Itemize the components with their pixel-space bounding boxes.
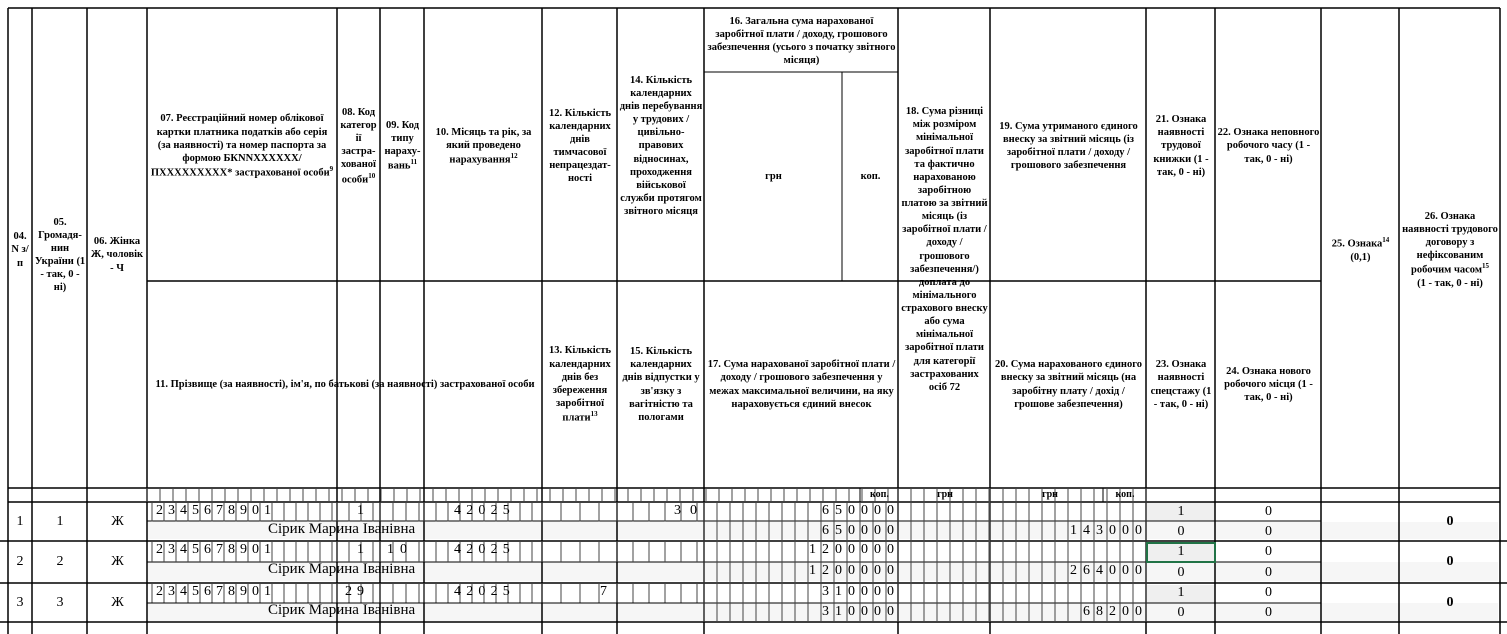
cell-17-digit: 6 [822,523,829,538]
id-digit: 0 [252,542,259,557]
cell-10-digit: 2 [466,584,474,599]
row-number: 2 [16,554,24,569]
cell-16-digit: 0 [874,584,881,599]
cell-26-nonfixed: 0 [1446,513,1454,529]
cell-17-digit: 0 [835,563,842,578]
header-16: 16. Загальна сума нарахованої заробітної плати / доходу, грошового забезпечення (усього з початку звітного місяця) [707,15,896,67]
cell-10-digit: 0 [478,584,486,599]
cell-20-digit: 2 [1070,563,1077,578]
header-09-sup: 11 [410,158,418,167]
cell-08-digit: 9 [357,584,364,599]
header-14: 14. Кількість календарних днів перебування у трудових / цивільно-правових відносинах, проходження військової служби протягом звітного місяця [619,74,703,218]
cell-20-digit: 0 [1122,563,1129,578]
id-digit: 3 [168,584,175,599]
cell-08-digit: 1 [357,542,364,557]
cell-16-digit: 0 [861,542,868,557]
cell-23-specstazh: 0 [1177,523,1185,539]
cell-20-digit: 0 [1135,563,1142,578]
id-digit: 7 [216,584,223,599]
header-04: 04. N з/п [11,231,29,269]
cell-20-digit: 3 [1096,523,1103,538]
cell-16-digit: 0 [887,503,894,518]
header-26 [1400,170,1500,330]
header-23: 23. Ознака наявності спецстажу (1 - так, 0 - ні) [1150,359,1212,410]
cell-17-digit: 0 [861,563,868,578]
cell-20-digit: 4 [1083,523,1090,538]
header-09-text: 09. Код типу нараху-вань [384,120,421,172]
id-digit: 5 [192,584,199,599]
cell-11-fullname: Сірик Марина Іванівна [268,561,416,577]
cell-10-digit: 2 [490,542,498,557]
cell-12-digit: 7 [600,584,607,599]
cell-06-sex: Ж [111,513,124,529]
cell-23-specstazh: 0 [1177,604,1185,620]
header-08-sup: 10 [368,171,376,180]
cell-16-digit: 0 [874,542,881,557]
id-digit: 3 [168,542,175,557]
cell-16-digit: 6 [822,503,829,518]
cell-09-digit: 0 [400,542,407,557]
cell-21-workbook: 1 [1177,543,1185,559]
cell-17-digit: 0 [874,523,881,538]
cell-20-digit: 0 [1135,604,1142,619]
cell-24-newplace: 0 [1265,604,1272,620]
header-24: 24. Ознака нового робочого місця (1 - так, 0 - ні) [1224,365,1313,404]
cell-20-digit: 0 [1109,523,1116,538]
cell-17-digit: 0 [887,604,894,619]
cell-10-digit: 4 [454,584,461,599]
cell-20-digit: 6 [1083,563,1090,578]
cell-26-nonfixed: 0 [1446,554,1454,569]
id-digit: 5 [192,542,199,557]
cell-06-sex: Ж [111,554,124,569]
header-18: 18. Сума різниці між розміром мінімальної заробітної плати та фактично нарахованою заробітною платою за звітний місяць (із заробітної плати / доходу / грошового забезпечення/) доплата до мінімального страхового внеску або сума мінімальної заробітної плати для категорії застрахованих осіб 72 [901,106,988,393]
header-10 [425,12,542,280]
id-digit: 6 [204,503,211,518]
header-15: 15. Кількість календарних днів відпустки у зв'язку з вагітністю та пологами [622,346,700,423]
cell-17-digit: 0 [848,523,855,538]
cell-20-digit: 0 [1109,563,1116,578]
cell-17-digit: 3 [822,604,829,619]
cell-20-digit: 0 [1122,604,1129,619]
cell-10-digit: 2 [490,503,498,518]
cell-17-digit: 0 [861,523,868,538]
cell-17-digit: 0 [874,604,881,619]
header-09 [381,12,424,280]
cell-11-fullname: Сірик Марина Іванівна [268,602,416,618]
cell-17-digit: 0 [874,563,881,578]
cell-17-digit: 1 [835,604,842,619]
cell-10-digit: 2 [490,584,498,599]
cell-16-digit: 0 [848,542,855,557]
header-20: 20. Сума нарахованого єдиного внеску за звітний місяць (на заробітну плату / дохід / грошове забезпечення) [995,359,1142,410]
cell-16-digit: 2 [822,542,829,557]
id-digit: 7 [216,503,223,518]
header-08-text: 08. Код категор ії застра-хованої особи [340,106,377,185]
cell-16-digit: 3 [822,584,829,599]
cell-21-workbook: 1 [1177,585,1185,600]
cell-05-citizen: 3 [56,594,64,610]
cell-20-digit: 2 [1109,604,1116,619]
cell-16-digit: 1 [809,542,816,557]
cell-08-digit: 2 [345,584,352,599]
cell-05-citizen: 2 [56,554,64,569]
subheader-kop-19: коп. [1115,489,1135,500]
cell-10-digit: 4 [454,542,461,557]
cell-17-digit: 0 [887,563,894,578]
cell-16-digit: 0 [861,503,868,518]
cell-14-digit: 3 [674,503,681,518]
header-08 [337,12,380,280]
cell-06-sex: Ж [111,594,124,610]
header-10-text: 10. Місяць та рік, за який проведено нарахування [435,126,532,166]
cell-14-digit: 0 [690,503,697,518]
id-digit: 8 [228,584,235,599]
cell-08-digit: 1 [357,503,364,518]
cell-17-digit: 0 [887,523,894,538]
cell-16-digit: 0 [887,584,894,599]
cell-20-digit: 4 [1096,563,1103,578]
cell-22-parttime: 0 [1265,585,1272,600]
header-10-sup: 12 [510,151,518,160]
header-12: 12. Кількість календарних днів тимчасової непрацездат-ності [548,107,612,185]
cell-10-digit: 5 [502,503,510,518]
header-19: 19. Сума утриманого єдиного внеску за звітний місяць (із заробітної плати / доходу / грошового забезпечення [999,120,1138,172]
header-07 [148,12,336,280]
cell-10-digit: 2 [466,542,474,557]
cell-16-digit: 0 [874,503,881,518]
id-digit: 6 [204,584,211,599]
cell-17-digit: 5 [835,523,842,538]
header-25-text-b: (0,1) [1350,251,1371,263]
cell-20-digit: 8 [1096,604,1103,619]
header-25-text: 25. Ознака [1331,238,1383,250]
id-digit: 0 [252,584,259,599]
row-number: 3 [16,594,24,610]
cell-16-digit: 0 [848,584,855,599]
cell-24-newplace: 0 [1265,564,1272,580]
cell-17-digit: 0 [861,604,868,619]
row-number: 1 [16,513,24,529]
id-digit: 2 [156,503,163,518]
header-26-text-b: (1 - так, 0 - ні) [1417,278,1483,289]
cell-09-digit: 1 [387,542,394,557]
cell-16-digit: 0 [848,503,855,518]
header-26-text: 26. Ознака наявності трудового договору з нефіксованим робочим часом [1402,210,1498,276]
header-17: 17. Сума нарахованої заробітної плати / доходу / грошового забезпечення у межах максимальної величини, на яку нараховується єдиний внесок [707,359,896,410]
cell-23-specstazh: 0 [1177,564,1185,580]
subheader-grn-19: грн [1042,489,1058,500]
id-digit: 9 [240,503,247,518]
cell-10-digit: 0 [478,503,486,518]
cell-16-digit: 0 [835,542,842,557]
header-25 [1322,220,1399,280]
cell-16-digit: 1 [835,584,842,599]
id-digit: 4 [180,542,187,557]
cell-20-digit: 0 [1122,523,1129,538]
id-digit: 7 [216,542,223,557]
id-digit: 1 [264,542,271,557]
id-digit: 1 [264,584,271,599]
cell-21-workbook: 1 [1177,504,1185,519]
header-13-text: 13. Кількість календарних днів без збереження заробітної плати [548,345,612,424]
cell-10-digit: 5 [502,584,510,599]
header-07-sup: 9 [329,164,334,173]
cell-17-digit: 2 [822,563,829,578]
cell-22-parttime: 0 [1265,543,1272,559]
cell-26-nonfixed: 0 [1446,594,1454,610]
subheader-kop-16: коп. [870,489,889,500]
cell-17-digit: 0 [848,563,855,578]
cell-20-digit: 0 [1135,523,1142,538]
header-13 [543,282,617,487]
header-25-sup: 14 [1382,236,1390,245]
id-digit: 1 [264,503,271,518]
id-digit: 4 [180,503,187,518]
header-13-sup: 13 [590,410,598,418]
cell-16-digit: 5 [835,503,842,518]
id-digit: 5 [192,503,199,518]
cell-10-digit: 2 [466,503,474,518]
id-digit: 2 [156,542,163,557]
header-11: 11. Прізвище (за наявності), ім'я, по батькові (за наявності) застрахованої особи [155,378,535,390]
cell-16-digit: 0 [887,542,894,557]
cell-20-digit: 6 [1083,604,1090,619]
header-16-kop: коп. [860,171,881,183]
id-digit: 3 [168,503,175,518]
id-digit: 8 [228,503,235,518]
id-digit: 9 [240,584,247,599]
id-digit: 0 [252,503,259,518]
header-06: 06. Жінка Ж, чоловік - Ч [90,236,144,274]
header-05: 05. Громадя-нин України (1 - так, 0 - ні) [34,216,86,294]
cell-17-digit: 0 [848,604,855,619]
cell-10-digit: 5 [502,542,510,557]
subheader-grn-18: грн [937,489,953,500]
cell-10-digit: 0 [478,542,486,557]
id-digit: 6 [204,542,211,557]
cell-24-newplace: 0 [1265,523,1272,539]
cell-16-digit: 0 [861,584,868,599]
cell-10-digit: 4 [454,503,461,518]
id-digit: 9 [240,542,247,557]
id-digit: 8 [228,542,235,557]
id-digit: 2 [156,584,163,599]
header-21: 21. Ознака наявності трудової книжки (1 - так, 0 - ні) [1153,114,1209,178]
header-07-text: 07. Реєстраційний номер облікової картки платника податків або серія (за наявності) та номер паспорта за формою БКNNXXXXXX/ПХXXXXXXXX* застрахованої особи [150,113,330,179]
cell-20-digit: 1 [1070,523,1077,538]
header-22: 22. Ознака неповного робочого часу (1 - так, 0 - ні) [1217,127,1320,165]
cell-11-fullname: Сірик Марина Іванівна [268,521,416,537]
cell-17-digit: 1 [809,563,816,578]
cell-05-citizen: 1 [56,513,64,529]
header-26-sup: 15 [1481,262,1489,271]
header-16-grn: грн [765,171,782,183]
cell-22-parttime: 0 [1265,504,1272,519]
id-digit: 4 [180,584,187,599]
selected-cell[interactable] [1146,542,1216,563]
